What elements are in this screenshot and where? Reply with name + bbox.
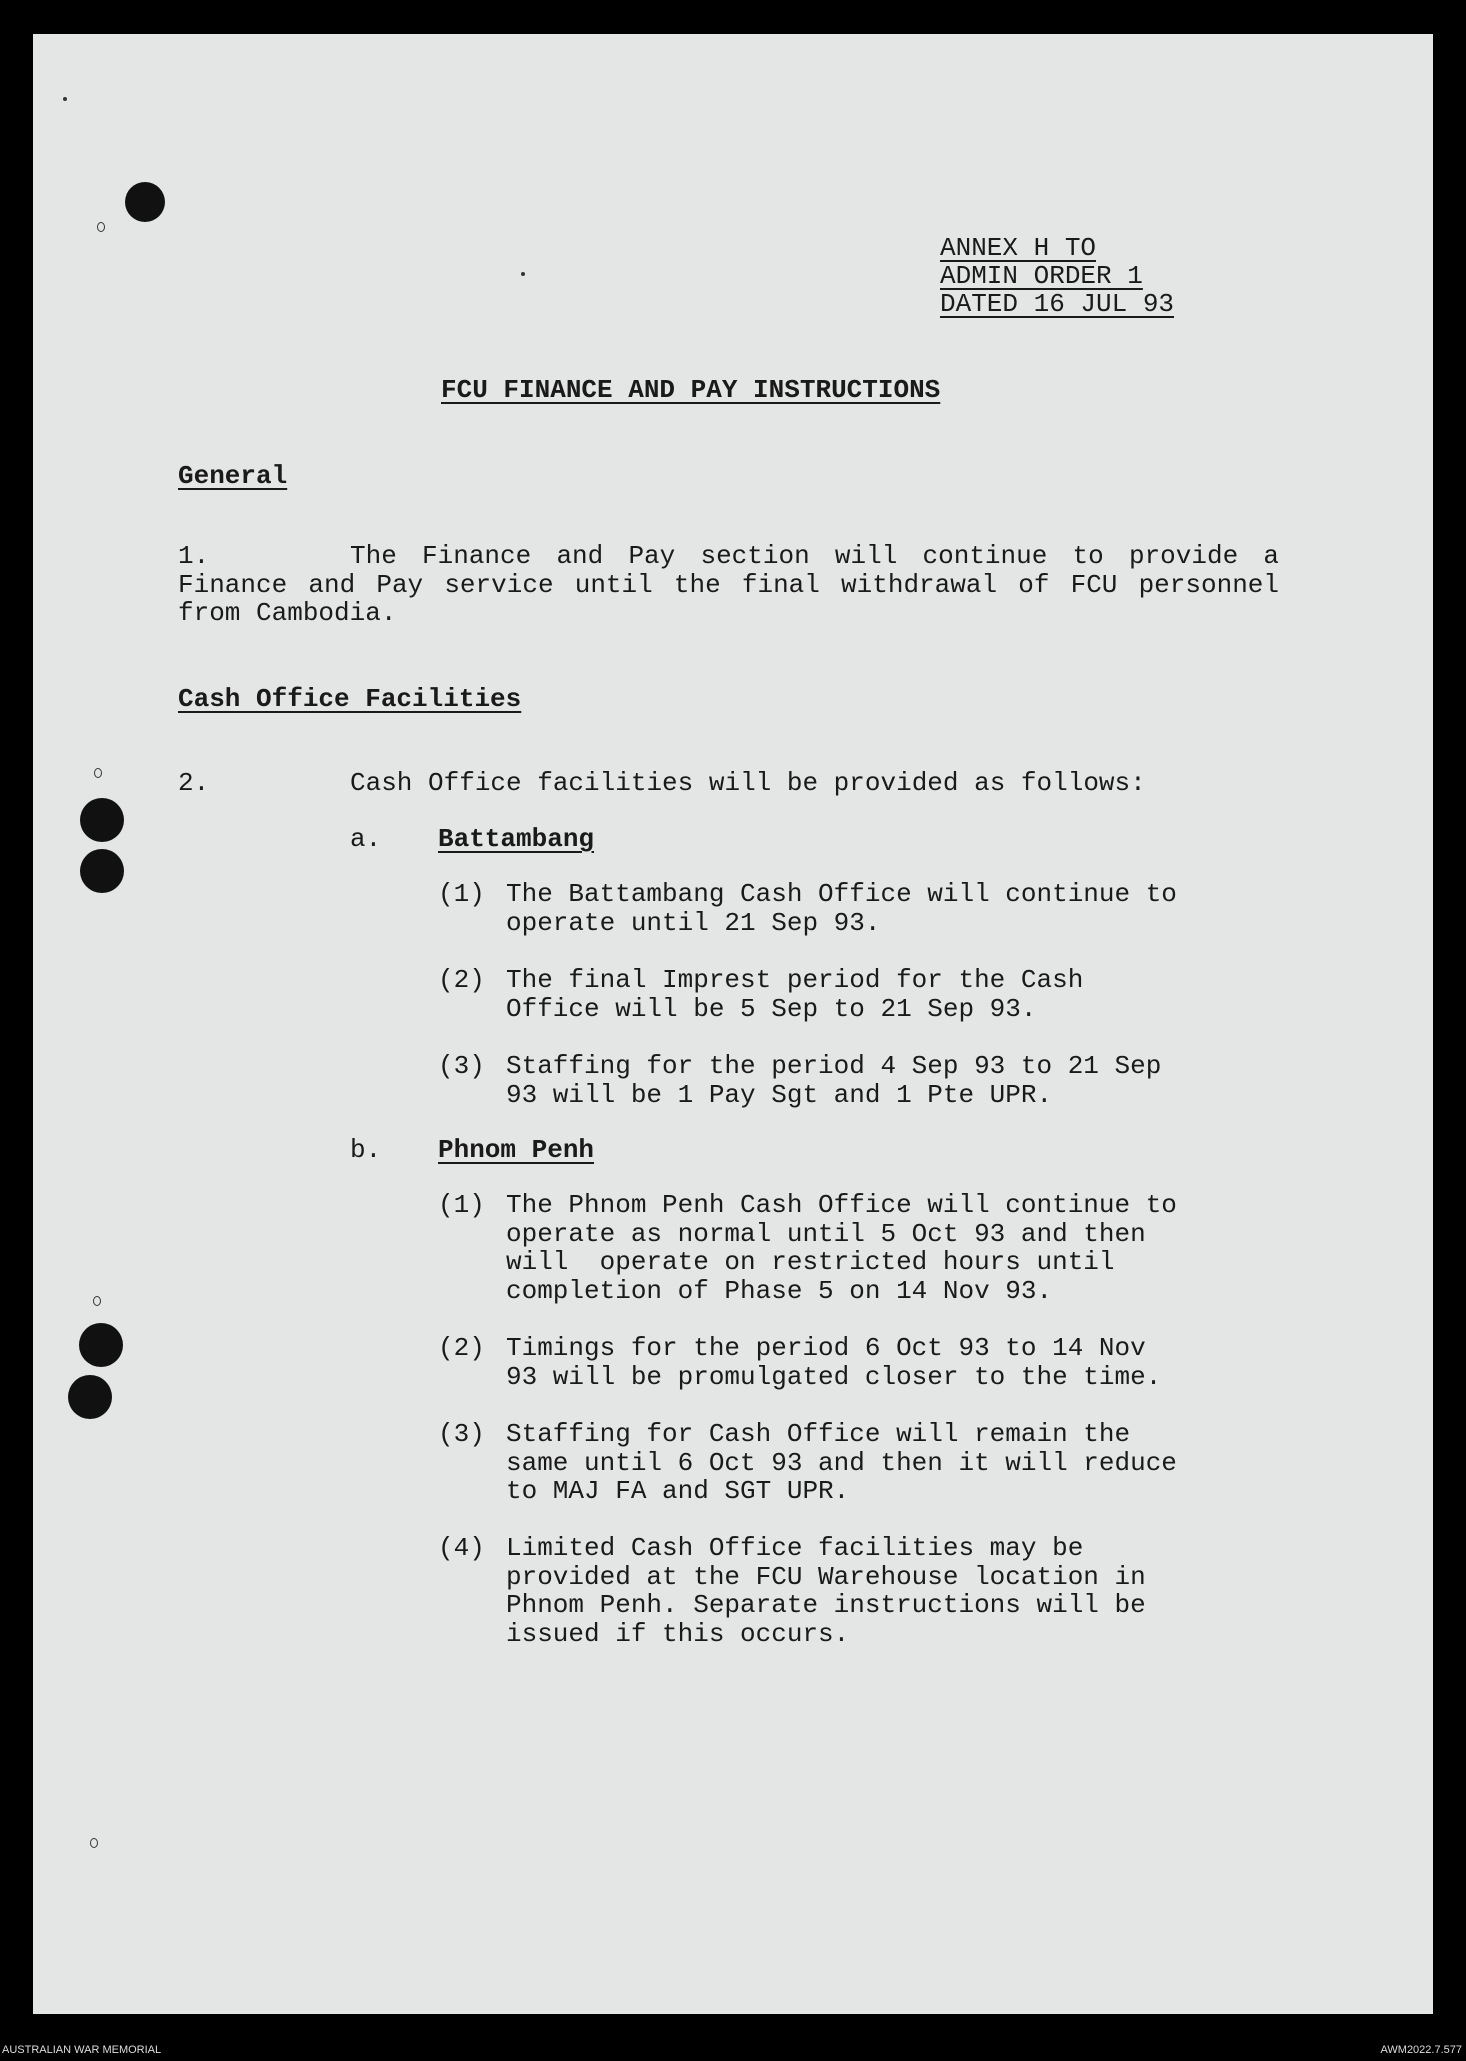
footer-right: AWM2022.7.577 (1380, 2044, 1462, 2056)
item-number: (2) (438, 965, 485, 995)
punch-hole (80, 849, 124, 893)
subsection-letter: a. (350, 824, 382, 854)
item-text: The final Imprest period for the Cash Office will be 5 Sep to 21 Sep 93. (506, 965, 1084, 1024)
subsection-heading-battambang: Battambang (438, 824, 595, 854)
speck-mark (93, 1296, 101, 1306)
document-page (33, 34, 1433, 2014)
section-heading-general: General (178, 461, 288, 491)
item-number: (1) (438, 879, 485, 909)
annex-line-2: ADMIN ORDER 1 (940, 261, 1143, 291)
item-number: (3) (438, 1419, 485, 1449)
punch-hole (79, 1323, 123, 1367)
item-number: (3) (438, 1051, 485, 1081)
dot-mark (63, 97, 67, 101)
annex-line-3: DATED 16 JUL 93 (940, 289, 1175, 319)
subsection-letter: b. (350, 1135, 382, 1165)
speck-mark (90, 1838, 98, 1848)
general-paragraph (178, 542, 1279, 628)
item-text: The Phnom Penh Cash Office will continue to operate as normal until 5 Oct 93 and then will operate on restricted hours until completion of Phase 5 on 14 Nov 93. (506, 1190, 1177, 1306)
item-number: (4) (438, 1533, 485, 1563)
item-text: Timings for the period 6 Oct 93 to 14 Nov 93 will be promulgated closer to the time. (506, 1333, 1162, 1392)
item-text: Limited Cash Office facilities may be provided at the FCU Warehouse location in Phnom Penh. Separate instructions will be issued if this occurs. (506, 1533, 1146, 1649)
document-title: FCU FINANCE AND PAY INSTRUCTIONS (441, 375, 941, 405)
speck-mark (97, 222, 105, 232)
punch-hole (125, 182, 165, 222)
annex-line-1: ANNEX H TO (940, 233, 1097, 263)
dot-mark (521, 272, 525, 276)
section-heading-cash-office: Cash Office Facilities (178, 684, 522, 714)
cash-intro: Cash Office facilities will be provided as follows: (350, 768, 1146, 798)
speck-mark (94, 768, 102, 778)
item-text: The Battambang Cash Office will continue to operate until 21 Sep 93. (506, 879, 1177, 938)
subsection-heading-phnom-penh: Phnom Penh (438, 1135, 595, 1165)
item-text: Staffing for the period 4 Sep 93 to 21 Sep 93 will be 1 Pay Sgt and 1 Pte UPR. (506, 1051, 1162, 1110)
footer-left: AUSTRALIAN WAR MEMORIAL (2, 2044, 162, 2056)
punch-hole (68, 1375, 112, 1419)
item-number: (2) (438, 1333, 485, 1363)
item-number: (1) (438, 1190, 485, 1220)
item-text: Staffing for Cash Office will remain the same until 6 Oct 93 and then it will reduce to MAJ FA and SGT UPR. (506, 1419, 1177, 1506)
general-text: The Finance and Pay section will continue to provide a Finance and Pay service until the final withdrawal of FCU personnel from Cambodia. (178, 541, 1279, 628)
paragraph-number: 2. (178, 768, 210, 798)
punch-hole (80, 798, 124, 842)
paragraph-number: 1. (178, 541, 210, 571)
